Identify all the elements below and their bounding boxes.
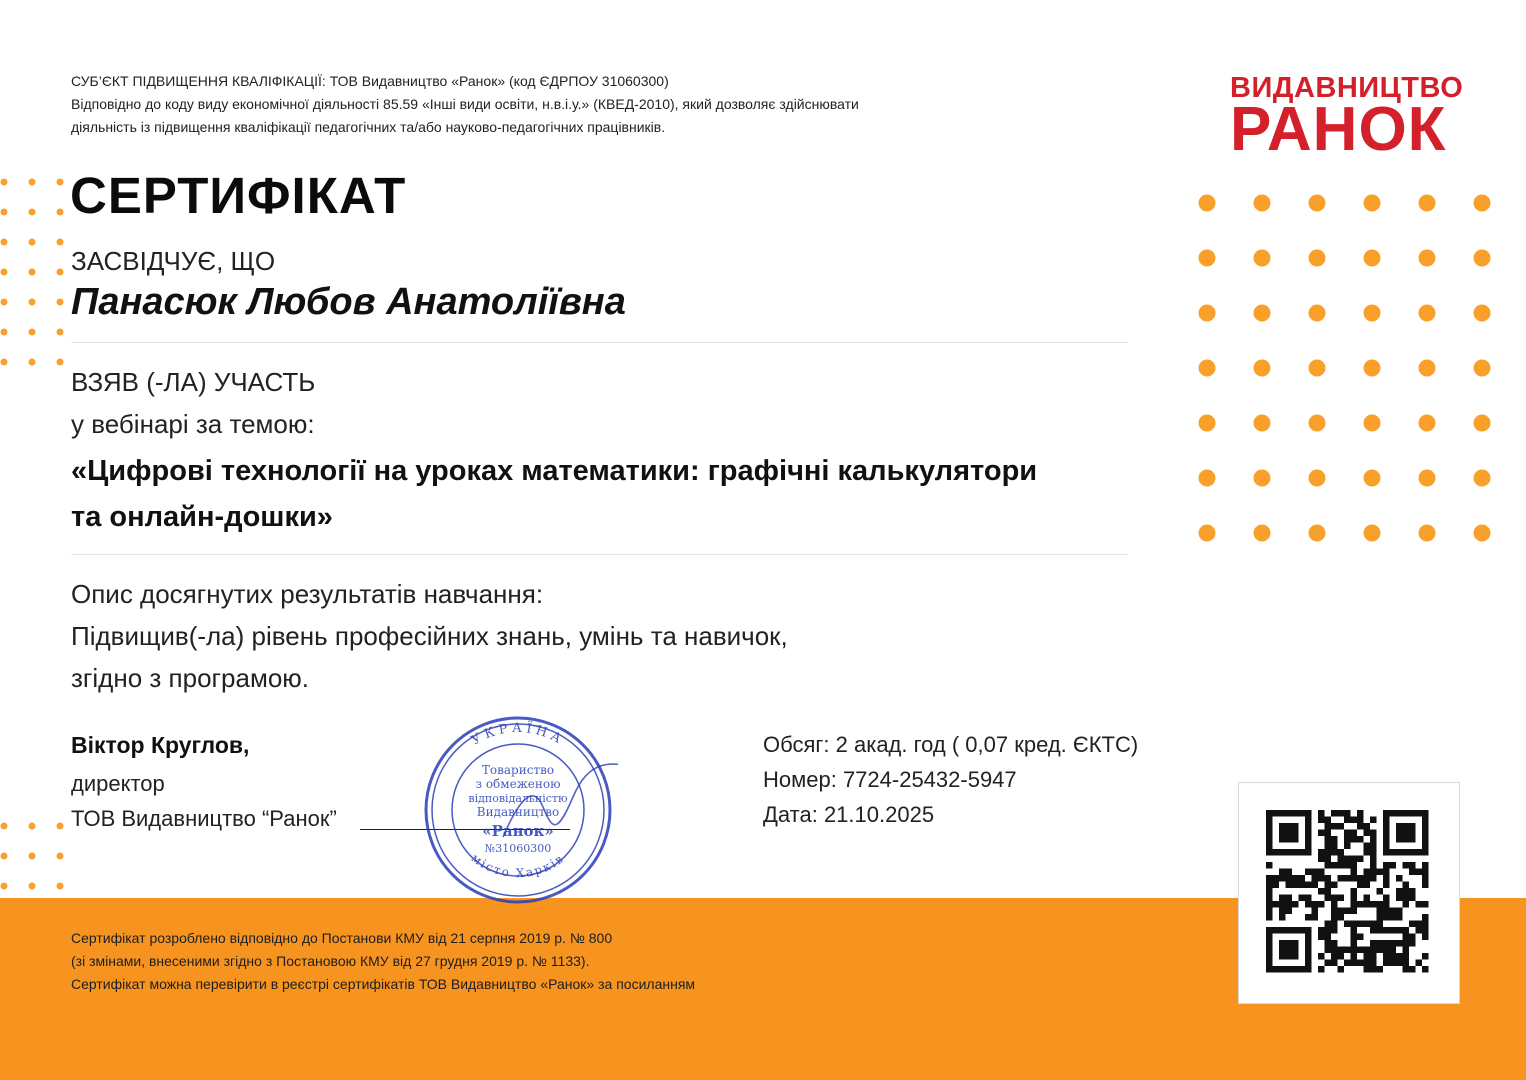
decorative-dot (1254, 305, 1271, 322)
svg-text:місто Харків (469, 851, 567, 881)
logo-top-text: ВИДАВНИЦТВО (1230, 72, 1464, 104)
stamp-ring-bottom: місто Харків (468, 850, 568, 881)
decorative-dot (1, 329, 8, 336)
decorative-dot (57, 853, 64, 860)
results-line-1: Підвищив(-ла) рівень професійних знань, умінь та навичок, (71, 621, 788, 651)
qr-code-image (1239, 783, 1459, 1003)
participation-text: ВЗЯВ (-ЛА) УЧАСТЬ (71, 367, 316, 397)
decorative-dot (1, 239, 8, 246)
decorative-dot (1419, 525, 1436, 542)
signer-company: ТОВ Видавництво “Ранок” (71, 806, 337, 831)
results-heading: Опис досягнутих результатів навчання: (71, 579, 544, 609)
decorative-dot (1, 299, 8, 306)
stamp-line-5: «Ранок» (482, 822, 554, 840)
decorative-dot (1254, 195, 1271, 212)
decorative-dot (29, 269, 36, 276)
footer-line-3: Сертифікат можна перевірити в реєстрі сертифікатів ТОВ Видавництво «Ранок» за посиланням (71, 976, 696, 992)
decorative-dot (57, 239, 64, 246)
decorative-dot (29, 179, 36, 186)
decorative-dot (1364, 415, 1381, 432)
decorative-dot (1199, 250, 1216, 267)
decorative-dot (1309, 195, 1326, 212)
stamp-ring-top: УКРАЇНА (468, 720, 568, 749)
recipient-name: Панасюк Любов Анатоліївна (71, 281, 626, 323)
decorative-dot (1364, 470, 1381, 487)
decorative-dot (1309, 525, 1326, 542)
divider (71, 554, 1128, 555)
decorative-dot (1, 853, 8, 860)
stamp-line-3: відповідальністю (468, 792, 568, 805)
decorative-dot (57, 329, 64, 336)
decorative-dot (1254, 525, 1271, 542)
decorative-dot (29, 329, 36, 336)
decorative-dot (57, 209, 64, 216)
decorative-dot (1199, 195, 1216, 212)
decorative-dot (1419, 250, 1436, 267)
decorative-dot (1364, 360, 1381, 377)
decorative-dot (1419, 360, 1436, 377)
volume-text: Обсяг: 2 акад. год ( 0,07 кред. ЄКТС) (763, 732, 1139, 757)
header-line-2: Відповідно до коду виду економічної діяльності 85.59 «Інші види освіти, н.в.і.у.» (КВЕД-2010), який дозволяє здійснювати (71, 96, 859, 112)
decorative-dot (1474, 195, 1491, 212)
footer-line-2: (зі змінами, внесеними згідно з Постановою КМУ від 27 грудня 2019 р. № 1133). (71, 953, 590, 969)
decorative-dot (57, 299, 64, 306)
decorative-dot (29, 239, 36, 246)
decorative-dot (1474, 470, 1491, 487)
decorative-dot (1474, 250, 1491, 267)
decorative-dot (1419, 470, 1436, 487)
decorative-dot (1309, 415, 1326, 432)
certificate-number: Номер: 7724-25432-5947 (763, 767, 1017, 792)
webinar-topic: «Цифрові технології на уроках математики: графічні калькулятори та онлайн-дошки» (71, 455, 1038, 533)
signer-name: Віктор Круглов, (71, 732, 250, 758)
divider (71, 342, 1128, 343)
decorative-dot (29, 359, 36, 366)
decorative-dot (57, 359, 64, 366)
decorative-dot (1474, 360, 1491, 377)
decorative-dot (1309, 470, 1326, 487)
decorative-dot (29, 299, 36, 306)
stamp-code: №31060300 (484, 842, 552, 855)
decorative-dot (1, 179, 8, 186)
results-line-2: згідно з програмою. (71, 663, 309, 693)
decorative-dot (1474, 525, 1491, 542)
decorative-dot (29, 823, 36, 830)
decorative-dot (1419, 305, 1436, 322)
decorative-dot (1, 823, 8, 830)
decorative-dot (1254, 360, 1271, 377)
decorative-dot (1254, 250, 1271, 267)
signer-position: директор (71, 771, 165, 796)
decorative-dot (1419, 415, 1436, 432)
decorative-dot (1474, 415, 1491, 432)
certificate-date: Дата: 21.10.2025 (763, 802, 935, 827)
decorative-dot (1, 359, 8, 366)
decorative-dot (1419, 195, 1436, 212)
decorative-dot (29, 853, 36, 860)
decorative-dot (1309, 360, 1326, 377)
decorative-dot (1309, 250, 1326, 267)
decorative-dot (1199, 415, 1216, 432)
decorative-dot (1364, 250, 1381, 267)
official-stamp (418, 712, 618, 908)
header-line-3: діяльність із підвищення кваліфікації педагогічних та/або науково-педагогічних працівників. (71, 119, 666, 135)
webinar-intro: у вебінарі за темою: (71, 409, 315, 439)
decorative-dot (1, 269, 8, 276)
decorative-dot (57, 823, 64, 830)
decorative-dot (57, 883, 64, 890)
decorative-dot (1309, 305, 1326, 322)
decorative-dot (29, 883, 36, 890)
qr-code[interactable] (1238, 782, 1460, 1004)
header-line-1: СУБ’ЄКТ ПІДВИЩЕННЯ КВАЛІФІКАЦІЇ: ТОВ Видавництво «Ранок» (код ЄДРПОУ 31060300) (71, 73, 669, 89)
decorative-dot (1199, 525, 1216, 542)
decorative-dot (57, 179, 64, 186)
decorative-dot (1364, 195, 1381, 212)
stamp-line-4: Видавництво (476, 805, 560, 819)
decorative-dot (57, 269, 64, 276)
stamp-line-2: з обмеженою (475, 777, 561, 791)
decorative-dot (1199, 305, 1216, 322)
decorative-dot (1, 209, 8, 216)
logo-main-text: РАНОК (1230, 95, 1447, 164)
certifies-text: ЗАСВІДЧУЄ, ЩО (71, 246, 276, 276)
decorative-dot (1199, 360, 1216, 377)
decorative-dot (1254, 415, 1271, 432)
footer-line-1: Сертифікат розроблено відповідно до Постанови КМУ від 21 серпня 2019 р. № 800 (71, 930, 613, 946)
decorative-dot (1199, 470, 1216, 487)
certificate-title: СЕРТИФІКАТ (70, 167, 407, 224)
decorative-dot (1364, 525, 1381, 542)
decorative-dot (1254, 470, 1271, 487)
decorative-dot (1, 883, 8, 890)
decorative-dot (29, 209, 36, 216)
decorative-dot (1474, 305, 1491, 322)
stamp-line-1: Товариство (481, 763, 555, 777)
decorative-dot (1364, 305, 1381, 322)
